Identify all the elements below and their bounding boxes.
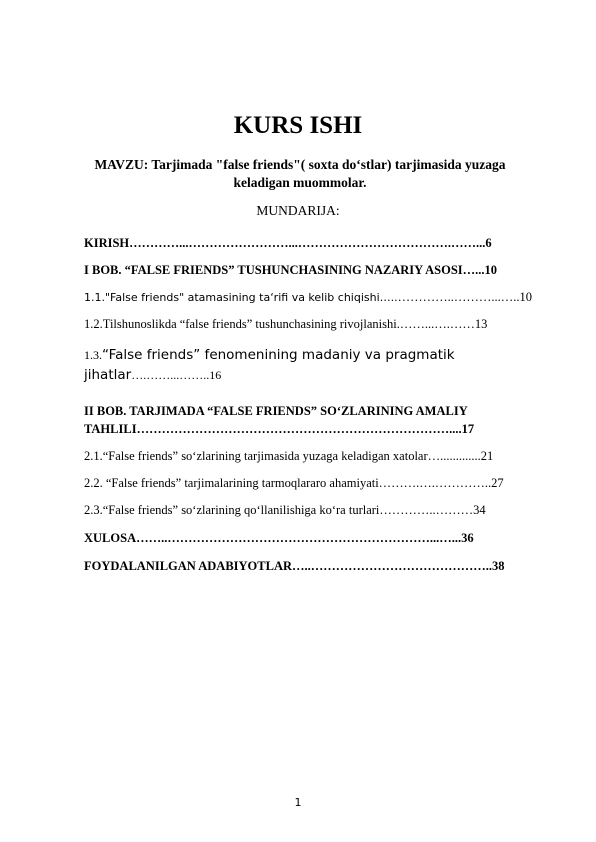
toc-entry-intro: KIRISH…………...……………………...……………………………….……...6 <box>84 236 492 250</box>
toc-entry-chapter-2 <box>84 402 564 438</box>
toc-entry-1-3-text: “False friends” fenomenining madaniy va pragmatik <box>102 347 455 363</box>
toc-entry-1-1 <box>84 290 564 305</box>
toc-entry-2-3: 2.3.“False friends” so‘zlarining qo‘llanilishiga ko‘ra turlari…………..………34 <box>84 503 486 517</box>
toc-entry-1-1-text: 1.1."False friends" atamasining ta‘rifi va kelib chiqishi….. <box>84 291 398 304</box>
toc-entry-2-1: 2.1.“False friends” so‘zlarining tarjimasida yuzaga keladigan xatolar….............21 <box>84 449 494 463</box>
toc-entry-1-2: 1.2.Tilshunoslikda “false friends” tushunchasining rivojlanishi.……...….……13 <box>84 317 488 331</box>
page-number: 1 <box>294 796 302 809</box>
toc-entry-references: FOYDALANILGAN ADABIYOTLAR…..……………………………………..38 <box>84 559 505 573</box>
topic-heading <box>90 156 510 192</box>
toc-entry-2-2: 2.2. “False friends” tarjimalarining tarmoqlararo ahamiyati……….….…………..27 <box>84 476 504 490</box>
topic-line-1: MAVZU: Tarjimada "false friends"( soxta do‘stlar) tarjimasida yuzaga <box>94 157 506 172</box>
toc-entry-1-3 <box>84 345 564 385</box>
topic-line-2: keladigan muommolar. <box>233 175 367 190</box>
toc-entry-1-1-leader: …………..………...…..10 <box>397 290 533 304</box>
toc-entry-conclusion: XULOSA……..………………………………………………………...…...36 <box>84 531 474 545</box>
toc-entry-chapter-2-line-1: II BOB. TARJIMADA “FALSE FRIENDS” SO‘ZLARINING AMALIY <box>84 404 468 418</box>
toc-entry-1-3-prefix: 1.3. <box>84 348 102 362</box>
document-title: KURS ISHI <box>233 112 363 139</box>
toc-entry-chapter-1: I BOB. “FALSE FRIENDS” TUSHUNCHASINING NAZARIY ASOSI…...10 <box>84 263 498 277</box>
contents-heading: MUNDARIJA: <box>256 203 340 218</box>
toc-entry-1-3-line2-text: jihatlar <box>84 367 132 383</box>
toc-entry-chapter-2-line-2: TAHLILI…………………………………………………………………....17 <box>84 422 475 436</box>
toc-entry-1-3-line2-leader: ….……...……..16 <box>131 368 222 382</box>
